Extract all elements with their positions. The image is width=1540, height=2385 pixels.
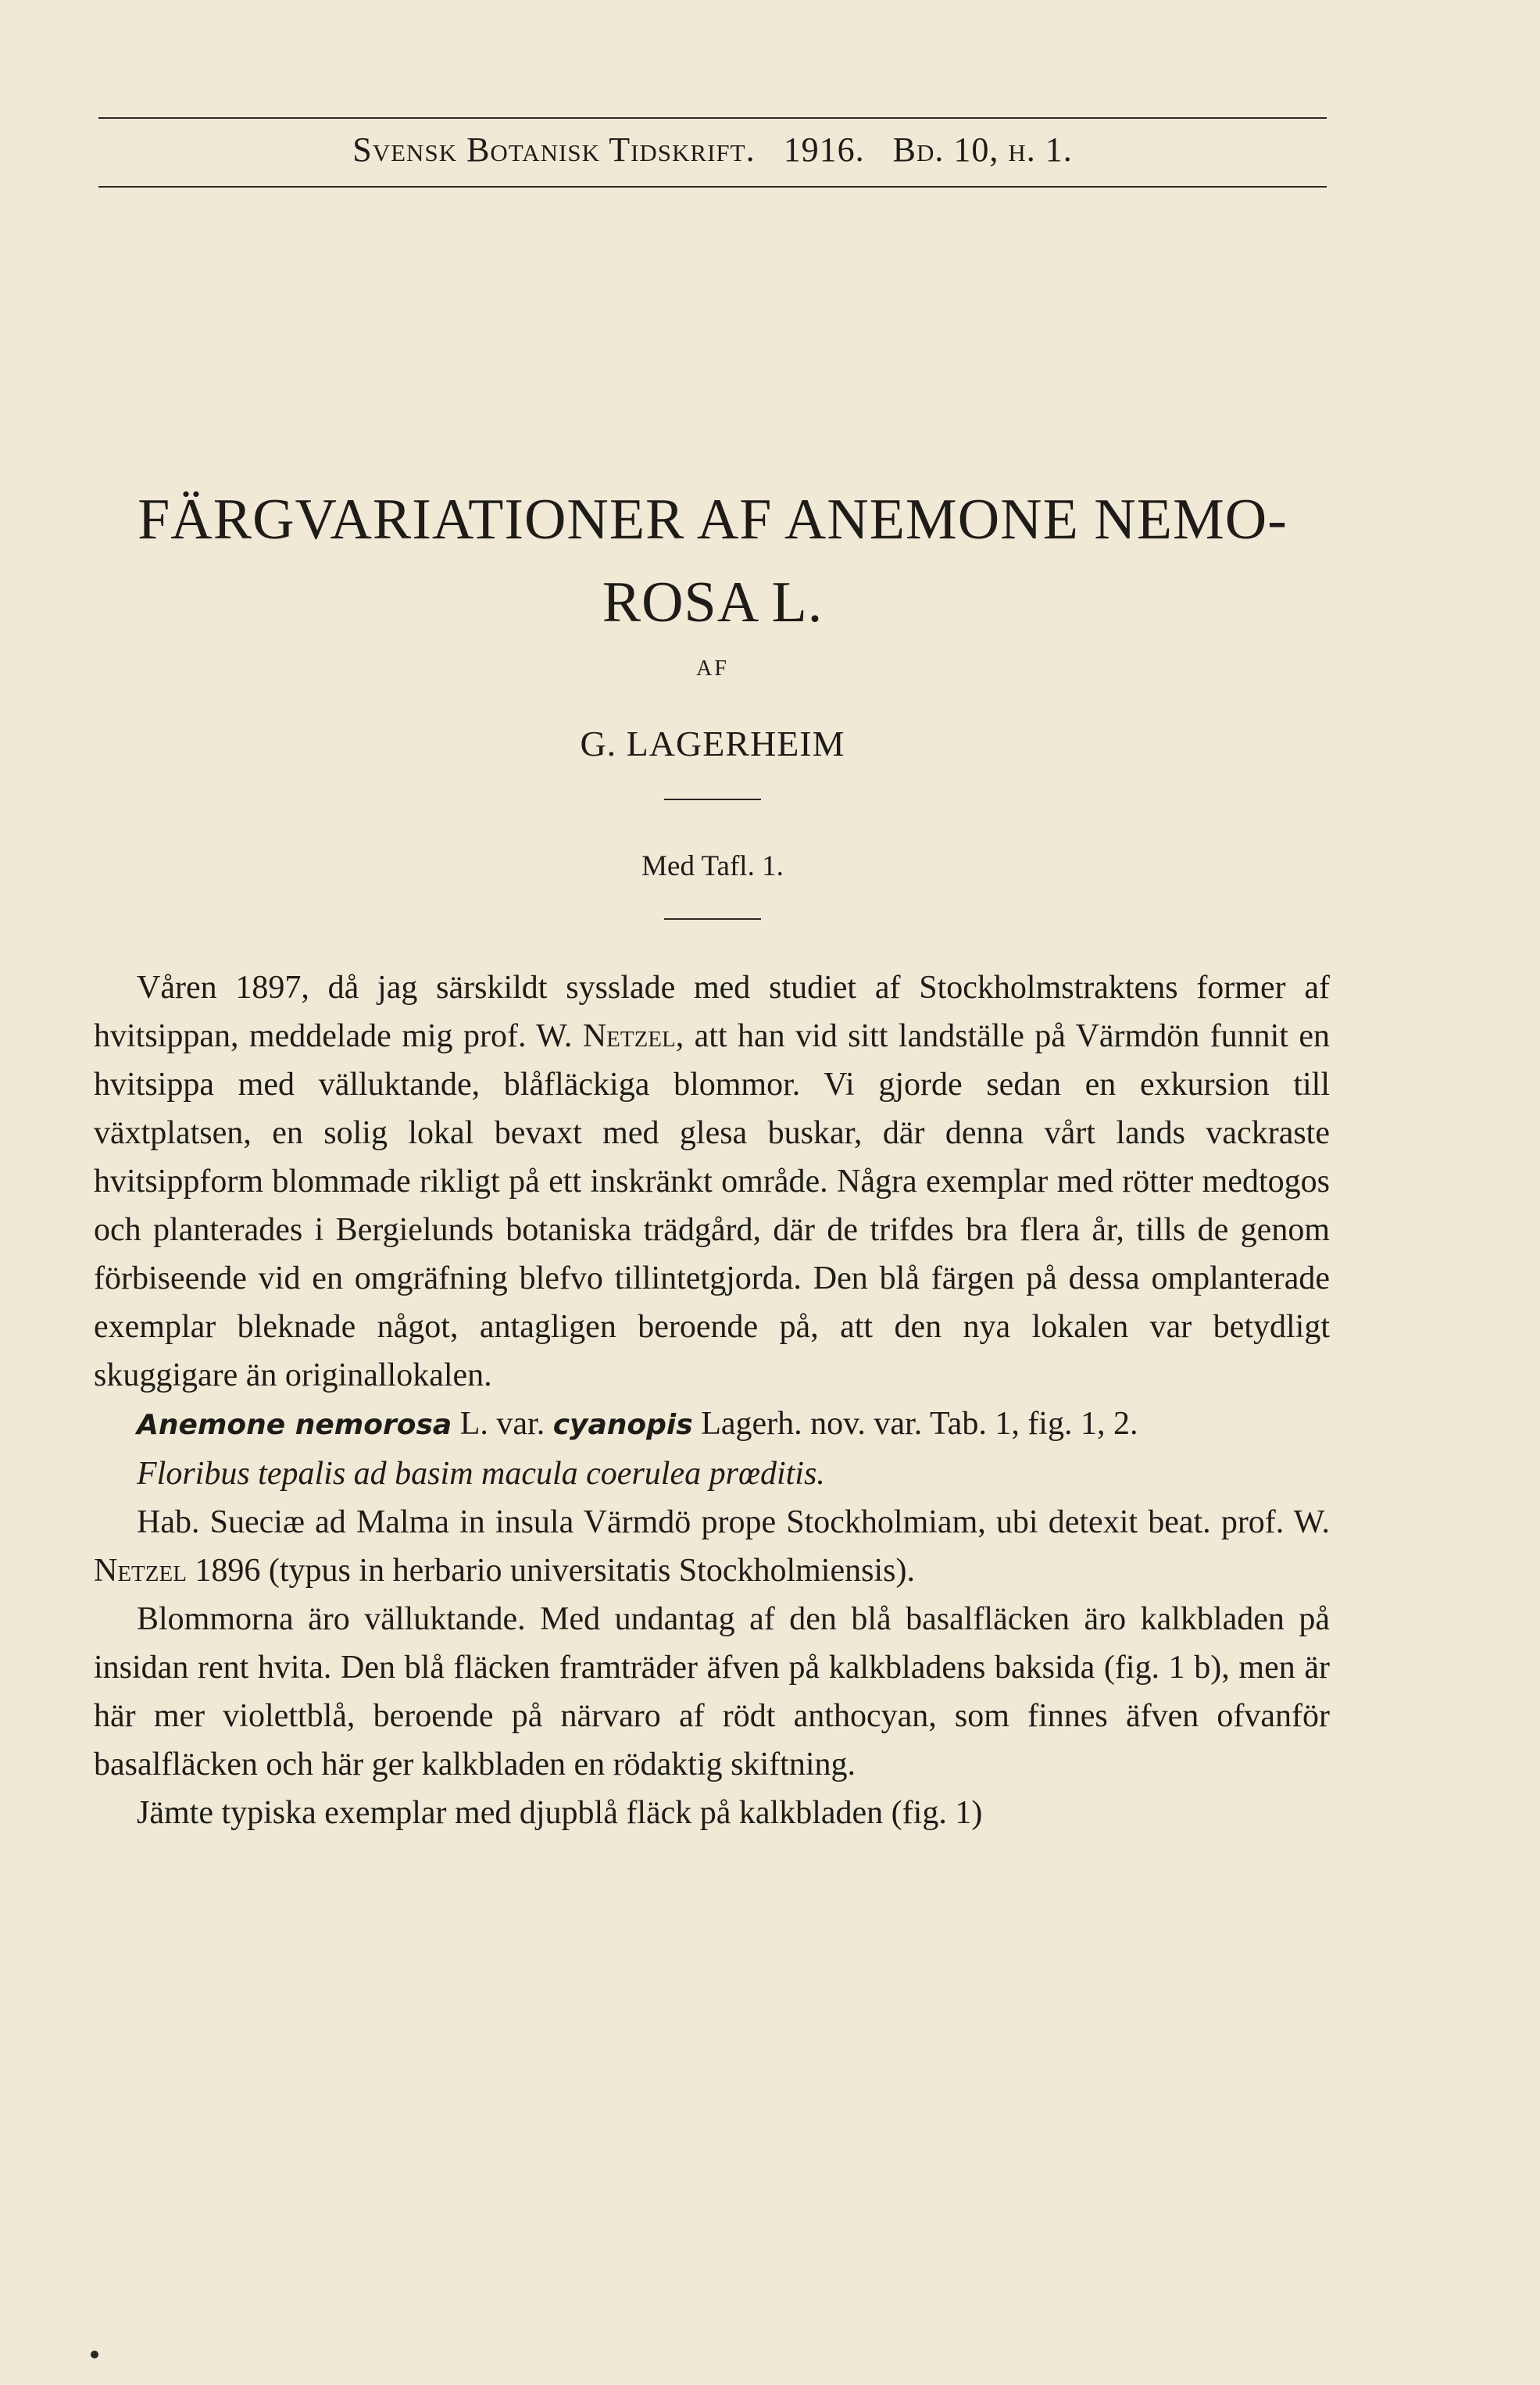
journal-year: 1916.	[783, 131, 865, 169]
separator-rule-2	[664, 918, 761, 920]
paragraph-2-text-end: Lagerh. nov. var. Tab. 1, fig. 1, 2.	[701, 1406, 1138, 1442]
person-name-netzel: Netzel	[582, 1018, 676, 1054]
paragraph-4	[94, 1498, 1330, 1595]
species-name: Anemone nemorosa	[137, 1409, 452, 1441]
separator-rule-1	[664, 799, 761, 800]
paragraph-5: Blommorna äro välluktande. Med undantag af den blå basalfläcken äro kalkbladen på insidan rent hvita. Den blå fläcken framträder äfven på kalkbladens baksida (fig. 1 b), men är här mer violettblå, beroende på närvaro af rödt anthocyan, som finnes äfven ofvanför basalfläcken och här ger kalkbladen en rödaktig skiftning.	[94, 1601, 1330, 1782]
title-line-1: FÄRGVARIATIONER AF ANEMONE NEMO-	[138, 488, 1288, 552]
header-rule-bottom	[98, 186, 1327, 188]
page-mark	[91, 2351, 98, 2358]
article-title	[98, 478, 1327, 644]
paragraph-2	[94, 1400, 1330, 1450]
plate-note: Med Tafl. 1.	[641, 850, 784, 882]
paragraph-4-text-a: Hab. Sueciæ ad Malma in insula Värmdö prope Stockholmiam, ubi detexit beat. prof. W.	[137, 1504, 1330, 1540]
journal-name: Svensk Botanisk Tidskrift.	[352, 131, 756, 169]
paragraph-3	[94, 1450, 1330, 1498]
variety-name: cyanopis	[552, 1409, 693, 1441]
header-rule-top	[98, 117, 1327, 119]
paragraph-6: Jämte typiska exemplar med djupblå fläck på kalkbladen (fig. 1)	[137, 1795, 983, 1831]
author-name: G. LAGERHEIM	[580, 724, 845, 763]
latin-diagnosis: Floribus tepalis ad basim macula coerulea prœditis.	[137, 1456, 825, 1492]
running-head	[98, 130, 1327, 170]
person-name-netzel-2: Netzel	[94, 1553, 187, 1589]
byline-af: AF	[696, 656, 729, 681]
paragraph-1	[94, 964, 1330, 1400]
title-line-2: ROSA L.	[602, 570, 824, 635]
paragraph-1-text-a: Våren 1897, då jag särskildt sysslade med studiet af Stockholmstraktens former af hvitsippan, meddelade mig prof. W.	[94, 970, 1330, 1054]
article-body	[94, 964, 1330, 1837]
journal-volume: Bd. 10, h. 1.	[892, 131, 1073, 169]
paragraph-1-text-b: , att han vid sitt landställe på Värmdön funnit en hvitsippa med välluktande, blåfläckiga blommor. Vi gjorde sedan en exkursion till växtplatsen, en solig lokal bevaxt med glesa buskar, där denna vårt lands vackraste hvitsippform blommade rikligt på ett inskränkt område. Några exemplar med rötter medtogos och planterades i Bergielunds botaniska trädgård, där de trifdes bra flera år, tills de genom förbiseende vid en omgräfning blefvo tillintetgjorda. Den blå färgen på dessa omplanterade exemplar bleknade något, antagligen beroende på, att den nya lokalen var betydligt skuggigare än originallokalen.	[94, 1018, 1330, 1393]
paragraph-2-text-mid: L. var.	[459, 1406, 545, 1442]
paragraph-4-text-b: 1896 (typus in herbario universitatis Stockholmiensis).	[195, 1553, 915, 1589]
